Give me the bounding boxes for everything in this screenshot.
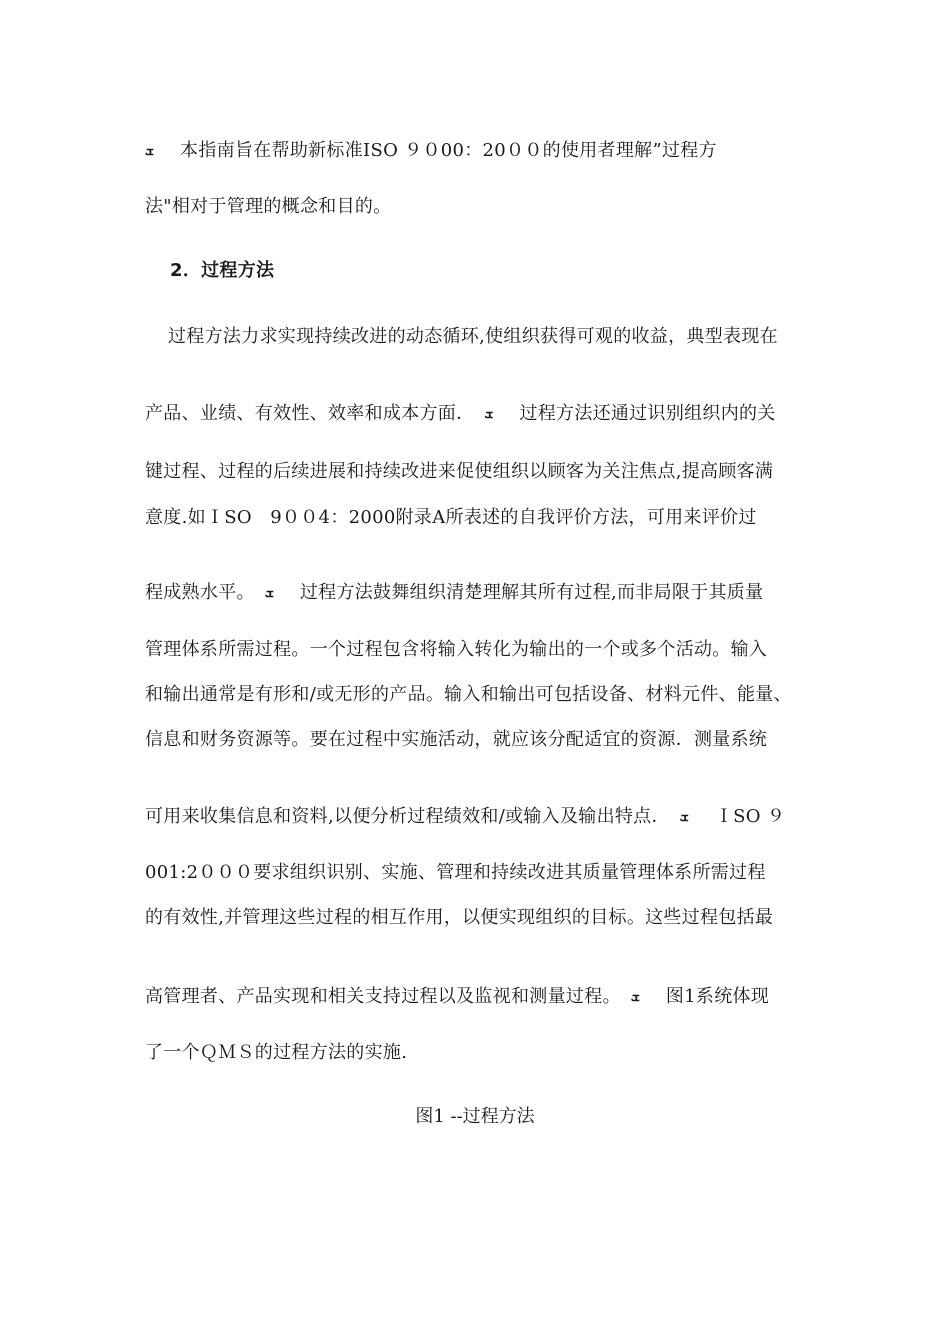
text-line (145, 461, 773, 483)
text-line (145, 1042, 407, 1064)
text-line (145, 582, 763, 604)
text-line (145, 986, 769, 1008)
heading-text: 2．过程方法 (170, 260, 275, 281)
bullet-icon: ܫ (145, 143, 155, 159)
text-line (145, 639, 767, 661)
text-line (145, 907, 773, 929)
line-text: 的有效性,并管理这些过程的相互作用，以便实现组织的目标。这些过程包括最 (145, 907, 774, 928)
line-text: 意度.如ＩSO 9００4：2000附录A所表述的自我评价方法，可用来评价过 (145, 507, 757, 528)
line-text: 本指南旨在帮助新标准ISO ９０00：20００的使用者理解”过程方 (180, 140, 717, 161)
text-line (145, 403, 776, 425)
text-line (145, 729, 767, 751)
line-text: 信息和财务资源等。要在过程中实施活动，就应该分配适宜的资源．测量系统 (145, 729, 768, 750)
figure-caption: 图1 --过程方法 (415, 1106, 535, 1127)
bullet-icon: ܫ (264, 585, 274, 601)
text-line (145, 507, 757, 529)
line-text: 过程方法鼓舞组织清楚理解其所有过程,而非局限于其质量 (299, 582, 764, 603)
line-text: 高管理者、产品实现和相关支持过程以及监视和测量过程。 (145, 986, 621, 1007)
line-text: 001:2０００要求组织识别、实施、管理和持续改进其质量管理体系所需过程 (145, 862, 766, 883)
line-text: ＩSO ９ (714, 806, 786, 827)
line-text: 图1系统体现 (665, 986, 770, 1007)
line-text: 了一个ＱＭＳ的过程方法的实施. (145, 1042, 408, 1063)
line-text: 过程方法力求实现持续改进的动态循环,使组织获得可观的收益，典型表现在 (168, 326, 778, 347)
bullet-icon: ܫ (679, 809, 689, 825)
line-text: 程成熟水平。 (145, 582, 255, 603)
line-text: 法"相对于管理的概念和目的。 (145, 196, 392, 217)
bullet-icon: ܫ (484, 406, 494, 422)
text-line (145, 862, 766, 884)
text-line (145, 140, 717, 162)
line-text: 键过程、过程的后续进展和持续改进来促使组织以顾客为关注焦点,提高顾客满 (145, 461, 774, 482)
bullet-icon: ܫ (630, 989, 640, 1005)
section-heading (170, 260, 274, 282)
text-line (145, 806, 785, 828)
text-line (145, 684, 792, 706)
line-text: 产品、业绩、有效性、效率和成本方面． (145, 403, 475, 424)
text-line (145, 196, 391, 218)
line-text: 过程方法还通过识别组织内的关 (519, 403, 776, 424)
line-text: 管理体系所需过程。一个过程包含将输入转化为输出的一个或多个活动。输入 (145, 639, 768, 660)
line-text: 和输出通常是有形和/或无形的产品。输入和输出可包括设备、材料元件、能量、 (145, 684, 792, 705)
text-line (168, 326, 778, 348)
line-text: 可用来收集信息和资料,以便分析过程绩效和/或输入及输出特点． (145, 806, 670, 827)
